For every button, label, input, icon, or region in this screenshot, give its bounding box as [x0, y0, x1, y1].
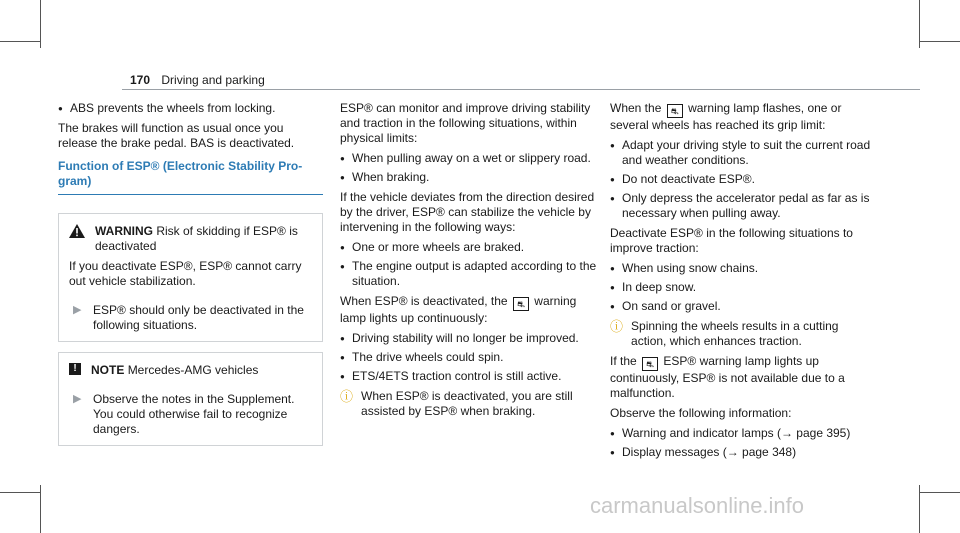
bullet-icon: ●: [58, 104, 63, 113]
crop-mark: [40, 0, 41, 48]
arrow-right-icon: ▶: [73, 304, 82, 316]
list-item: ● Adapt your driving style to suit the current road and weather conditions.: [610, 138, 871, 167]
watermark: carmanualsonline.info: [590, 493, 805, 518]
warning-body: If you deactivate ESP®, ESP® cannot carry out vehicle stabilization.: [69, 259, 302, 288]
paragraph: If the ⛐ ESP® warning lamp lights up continuously, ESP® is not available due to a malfunction.: [610, 354, 845, 400]
info-note: ⓘ When ESP® is deactivated, you are still assisted by ESP® when braking.: [340, 389, 573, 418]
list-item: ● In deep snow.: [610, 280, 697, 294]
section-rule: [58, 194, 323, 195]
middle-column: [340, 101, 600, 424]
list-item: ● Only depress the accelerator pedal as far as is necessary when pulling away.: [610, 191, 870, 220]
crop-mark: [919, 485, 920, 533]
info-icon: ⓘ: [610, 319, 624, 334]
warning-triangle-icon: [69, 224, 85, 238]
page-header: [130, 73, 265, 88]
crop-mark: [919, 0, 920, 48]
bullet-list: [610, 138, 875, 221]
list-item[interactable]: ● Warning and indicator lamps (→ page 395): [610, 426, 851, 440]
info-note: ⓘ Spinning the wheels results in a cutting action, which enhances traction.: [610, 319, 839, 348]
header-rule: [122, 89, 920, 90]
page-number: 170: [130, 73, 151, 87]
list-item: ● One or more wheels are braked.: [340, 240, 525, 254]
crop-mark: [920, 41, 960, 42]
right-column: [610, 101, 875, 465]
list-item: ● Do not deactivate ESP®.: [610, 172, 755, 186]
paragraph: When the ⛐ warning lamp flashes, one or several wheels has reached its grip limit:: [610, 101, 842, 132]
left-column: [58, 101, 323, 446]
crop-mark: [40, 485, 41, 533]
paragraph: The brakes will function as usual once you release the brake pedal. BAS is deactivated.: [58, 121, 295, 150]
bullet-list: [610, 261, 875, 314]
warning-action: ESP® should only be deactivated in the following situations.: [93, 303, 304, 332]
warning-heading: Risk of skidding if ESP® is deactivated: [95, 224, 298, 253]
warning-box: [58, 213, 323, 342]
paragraph: When ESP® is deactivated, the ⛐ warning lamp lights up continuously:: [340, 294, 577, 325]
crop-mark: [0, 41, 40, 42]
bullet-list: [340, 151, 600, 185]
esp-warning-icon: ⛐: [642, 357, 658, 371]
note-heading: Mercedes-AMG vehicles: [127, 363, 259, 377]
crop-mark: [920, 492, 960, 493]
note-label: NOTE: [91, 363, 125, 377]
warning-label: WARNING: [95, 224, 153, 238]
list-item: ● When using snow chains.: [610, 261, 759, 275]
bullet-list: [340, 240, 600, 289]
arrow-right-icon: ▶: [73, 393, 82, 405]
esp-warning-icon: ⛐: [667, 104, 683, 118]
list-item: ● The drive wheels could spin.: [340, 350, 504, 364]
list-item: ● Driving stability will no longer be improved.: [340, 331, 579, 345]
bullet-list: [58, 101, 323, 116]
list-item: ● ABS prevents the wheels from locking.: [58, 101, 276, 115]
crop-mark: [0, 492, 40, 493]
section-title: Function of ESP® (Electronic Stability Pro-gram): [58, 159, 303, 188]
info-icon: ⓘ: [340, 389, 354, 404]
note-box: [58, 352, 323, 446]
exclamation-icon: !: [69, 363, 81, 375]
list-item: ● On sand or gravel.: [610, 299, 721, 313]
list-item: ● ETS/4ETS traction control is still active.: [340, 369, 562, 383]
paragraph: Observe the following information:: [610, 406, 792, 420]
note-action: Observe the notes in the Supplement. You could otherwise fail to recognize dangers.: [93, 392, 295, 436]
bullet-list: [610, 426, 875, 460]
list-item: ● The engine output is adapted according to the situation.: [340, 259, 597, 288]
esp-off-icon: ⛐: [513, 297, 529, 311]
list-item: ● When braking.: [340, 170, 430, 184]
list-item[interactable]: ● Display messages (→ page 348): [610, 445, 797, 459]
bullet-list: [340, 331, 600, 384]
paragraph: ESP® can monitor and improve driving stability and traction in the following situations, within physical limits:: [340, 101, 591, 145]
paragraph: If the vehicle deviates from the direction desired by the driver, ESP® can stabilize the vehicle by intervening in the following ways:: [340, 190, 595, 234]
paragraph: Deactivate ESP® in the following situations to improve traction:: [610, 226, 853, 255]
page-header-title: Driving and parking: [161, 73, 265, 87]
list-item: ● When pulling away on a wet or slippery road.: [340, 151, 591, 165]
